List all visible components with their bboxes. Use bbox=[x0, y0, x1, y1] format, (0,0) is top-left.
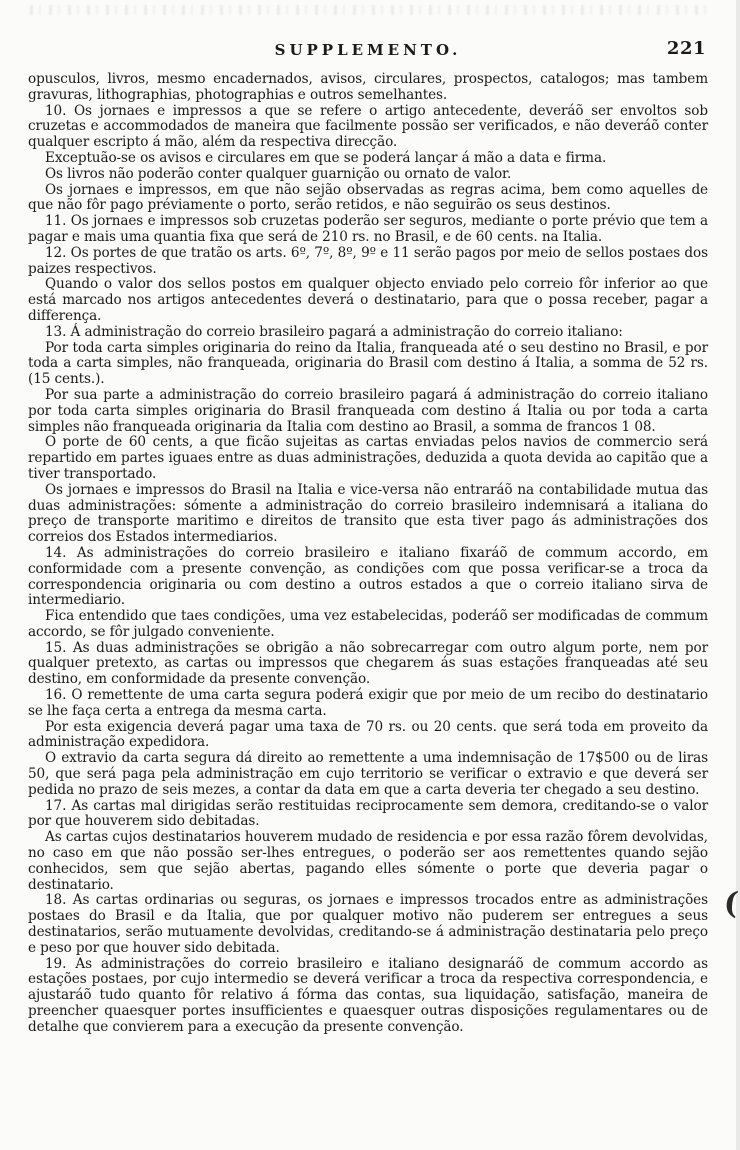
paragraph: 14. As administrações do correio brasileiro e italiano fixaráõ de commum accordo, em conformidade com a presente convenção, as condições com que possa verificar-se a troca da correspondencia originaria ou com destino a outros estados a que o correio italiano sirva de intermediario. bbox=[28, 544, 708, 609]
paragraph: 13. Á administração do correio brasileiro pagará a administração do correio italiano: bbox=[45, 323, 623, 340]
paragraph: 19. As administrações do correio brasileiro e italiano designaráõ de commum accordo as estações postaes, por cujo intermedio se deverá verificar a troca da respectiva correspondencia, e ajustaráõ tudo quanto fôr relativo á fórma das contas, sua liquidação, satisfação, maneira de preencher quaesquer portes insufficientes e quaesquer outras disposições regulamentares ou de detalhe que convierem para a execução da presente convenção. bbox=[28, 955, 708, 1035]
paragraph: opusculos, livros, mesmo encadernados, avisos, circulares, prospectos, catalogos; mas tambem gravuras, lithographias, photographias e outros semelhantes. bbox=[28, 71, 708, 103]
paragraph: 18. As cartas ordinarias ou seguras, os jornaes e impressos trocados entre as administrações postaes do Brasil e da Italia, que por qualquer motivo não puderem ser entregues a seus destinatarios, serão mutuamente devolvidas, creditando-se á administração destinataria pelo preço e peso por que houver sido debitada. bbox=[28, 892, 708, 956]
paragraph: Quando o valor dos sellos postos em qualquer objecto enviado pelo correio fôr inferior ao que está marcado nos artigos antecedentes deverá o destinatario, para que o possa receber, pagar a differença. bbox=[28, 276, 708, 324]
paragraph: Os livros não poderão conter qualquer guarnição ou ornato de valor. bbox=[45, 165, 512, 182]
margin-ink-mark: ( bbox=[722, 885, 740, 922]
page-header bbox=[0, 0, 736, 65]
page-title: SUPPLEMENTO. bbox=[274, 41, 462, 59]
paragraph: O porte de 60 cents, a que ficão sujeitas as cartas enviadas pelos navios de commercio será repartido em partes iguaes entre as duas administrações, deduzida a quota devida ao capitão que a tiver transportado. bbox=[28, 434, 708, 482]
page-number: 221 bbox=[666, 38, 706, 59]
paragraph: Por toda carta simples originaria do reino da Italia, franqueada até o seu destino no Brasil, e por toda a carta simples, não franqueada, originaria do Brasil com destino á Italia, a somma de 52 rs. (15 cents.). bbox=[28, 339, 708, 388]
paragraph: 16. O remettente de uma carta segura poderá exigir que por meio de um recibo do destinatario se lhe faça certa a entrega da mesma carta. bbox=[28, 687, 708, 719]
paragraph: 11. Os jornaes e impressos sob cruzetas poderão ser seguros, mediante o porte prévio que tem a pagar e mais uma quantia fixa que será de 210 rs. no Brasil, e de 60 cents. na Italia. bbox=[28, 213, 708, 245]
paragraph: 10. Os jornaes e impressos a que se refere o artigo antecedente, deveráõ ser envoltos sob cruzetas e accommodados de maneira que facilmente possão ser verificados, e não deveráõ conter qualquer escripto á mão, além da respectiva direcção. bbox=[28, 102, 708, 151]
document-body bbox=[0, 65, 736, 1036]
paragraph: Os jornaes e impressos, em que não sejão observadas as regras acima, bem como aquelles de que não fôr pago préviamente o porto, serão retidos, e não seguirão os seus destinos. bbox=[28, 181, 708, 214]
paragraph: 12. Os portes de que tratão os arts. 6º, 7º, 8º, 9º e 11 serão pagos por meio de sellos postaes dos paizes respectivos. bbox=[28, 244, 708, 277]
paragraph: Exceptuão-se os avisos e circulares em que se poderá lançar á mão a data e firma. bbox=[45, 149, 607, 166]
paragraph: As cartas cujos destinatarios houverem mudado de residencia e por essa razão fôrem devolvidas, no caso em que não possão ser-lhes entregues, o poderão ser aos remettentes quando sejão conhecidos, sem que sejão abertas, pagando elles sómente o porte que deveria pagar o destinatario. bbox=[28, 829, 708, 893]
paragraph: 15. As duas administrações se obrigão a não sobrecarregar com outro algum porte, nem por qualquer pretexto, as cartas ou impressos que chegarem ás suas estações franqueadas até seu destino, em conformidade da presente convenção. bbox=[28, 639, 708, 688]
paragraph: Os jornaes e impressos do Brasil na Italia e vice-versa não entraráõ na contabilidade mutua das duas administrações: sómente a administração do correio brasileiro indemnisará a italiana do preço de transporte maritimo e direitos de transito que esta tiver pago ás administrações dos correios dos Estados intermediarios. bbox=[28, 481, 708, 546]
paragraph: 17. As cartas mal dirigidas serão restituidas reciprocamente sem demora, creditando-se o valor por que houverem sido debitadas. bbox=[28, 797, 708, 830]
paragraph: O extravio da carta segura dá direito ao remettente a uma indemnisação de 17$500 ou de liras 50, que será paga pela administração em cujo territorio se verificar o extravio e que deverá ser pedida no prazo de seis mezes, a contar da data em que a carta deveria ter chegado a seu destino. bbox=[28, 750, 708, 798]
paragraph: Por sua parte a administração do correio brasileiro pagará á administração do correio italiano por toda carta simples originaria do Brasil franqueada com destino á Italia ou por toda a carta simples não franqueada originaria da Italia com destino ao Brasil, a somma de francos 1 08. bbox=[28, 386, 708, 435]
paragraph: Por esta exigencia deverá pagar uma taxa de 70 rs. ou 20 cents. que será toda em proveito da administração expedidora. bbox=[28, 718, 708, 751]
paragraph: Fica entendido que taes condições, uma vez estabelecidas, poderáõ ser modificadas de commum accordo, se fôr julgado conveniente. bbox=[28, 608, 708, 640]
